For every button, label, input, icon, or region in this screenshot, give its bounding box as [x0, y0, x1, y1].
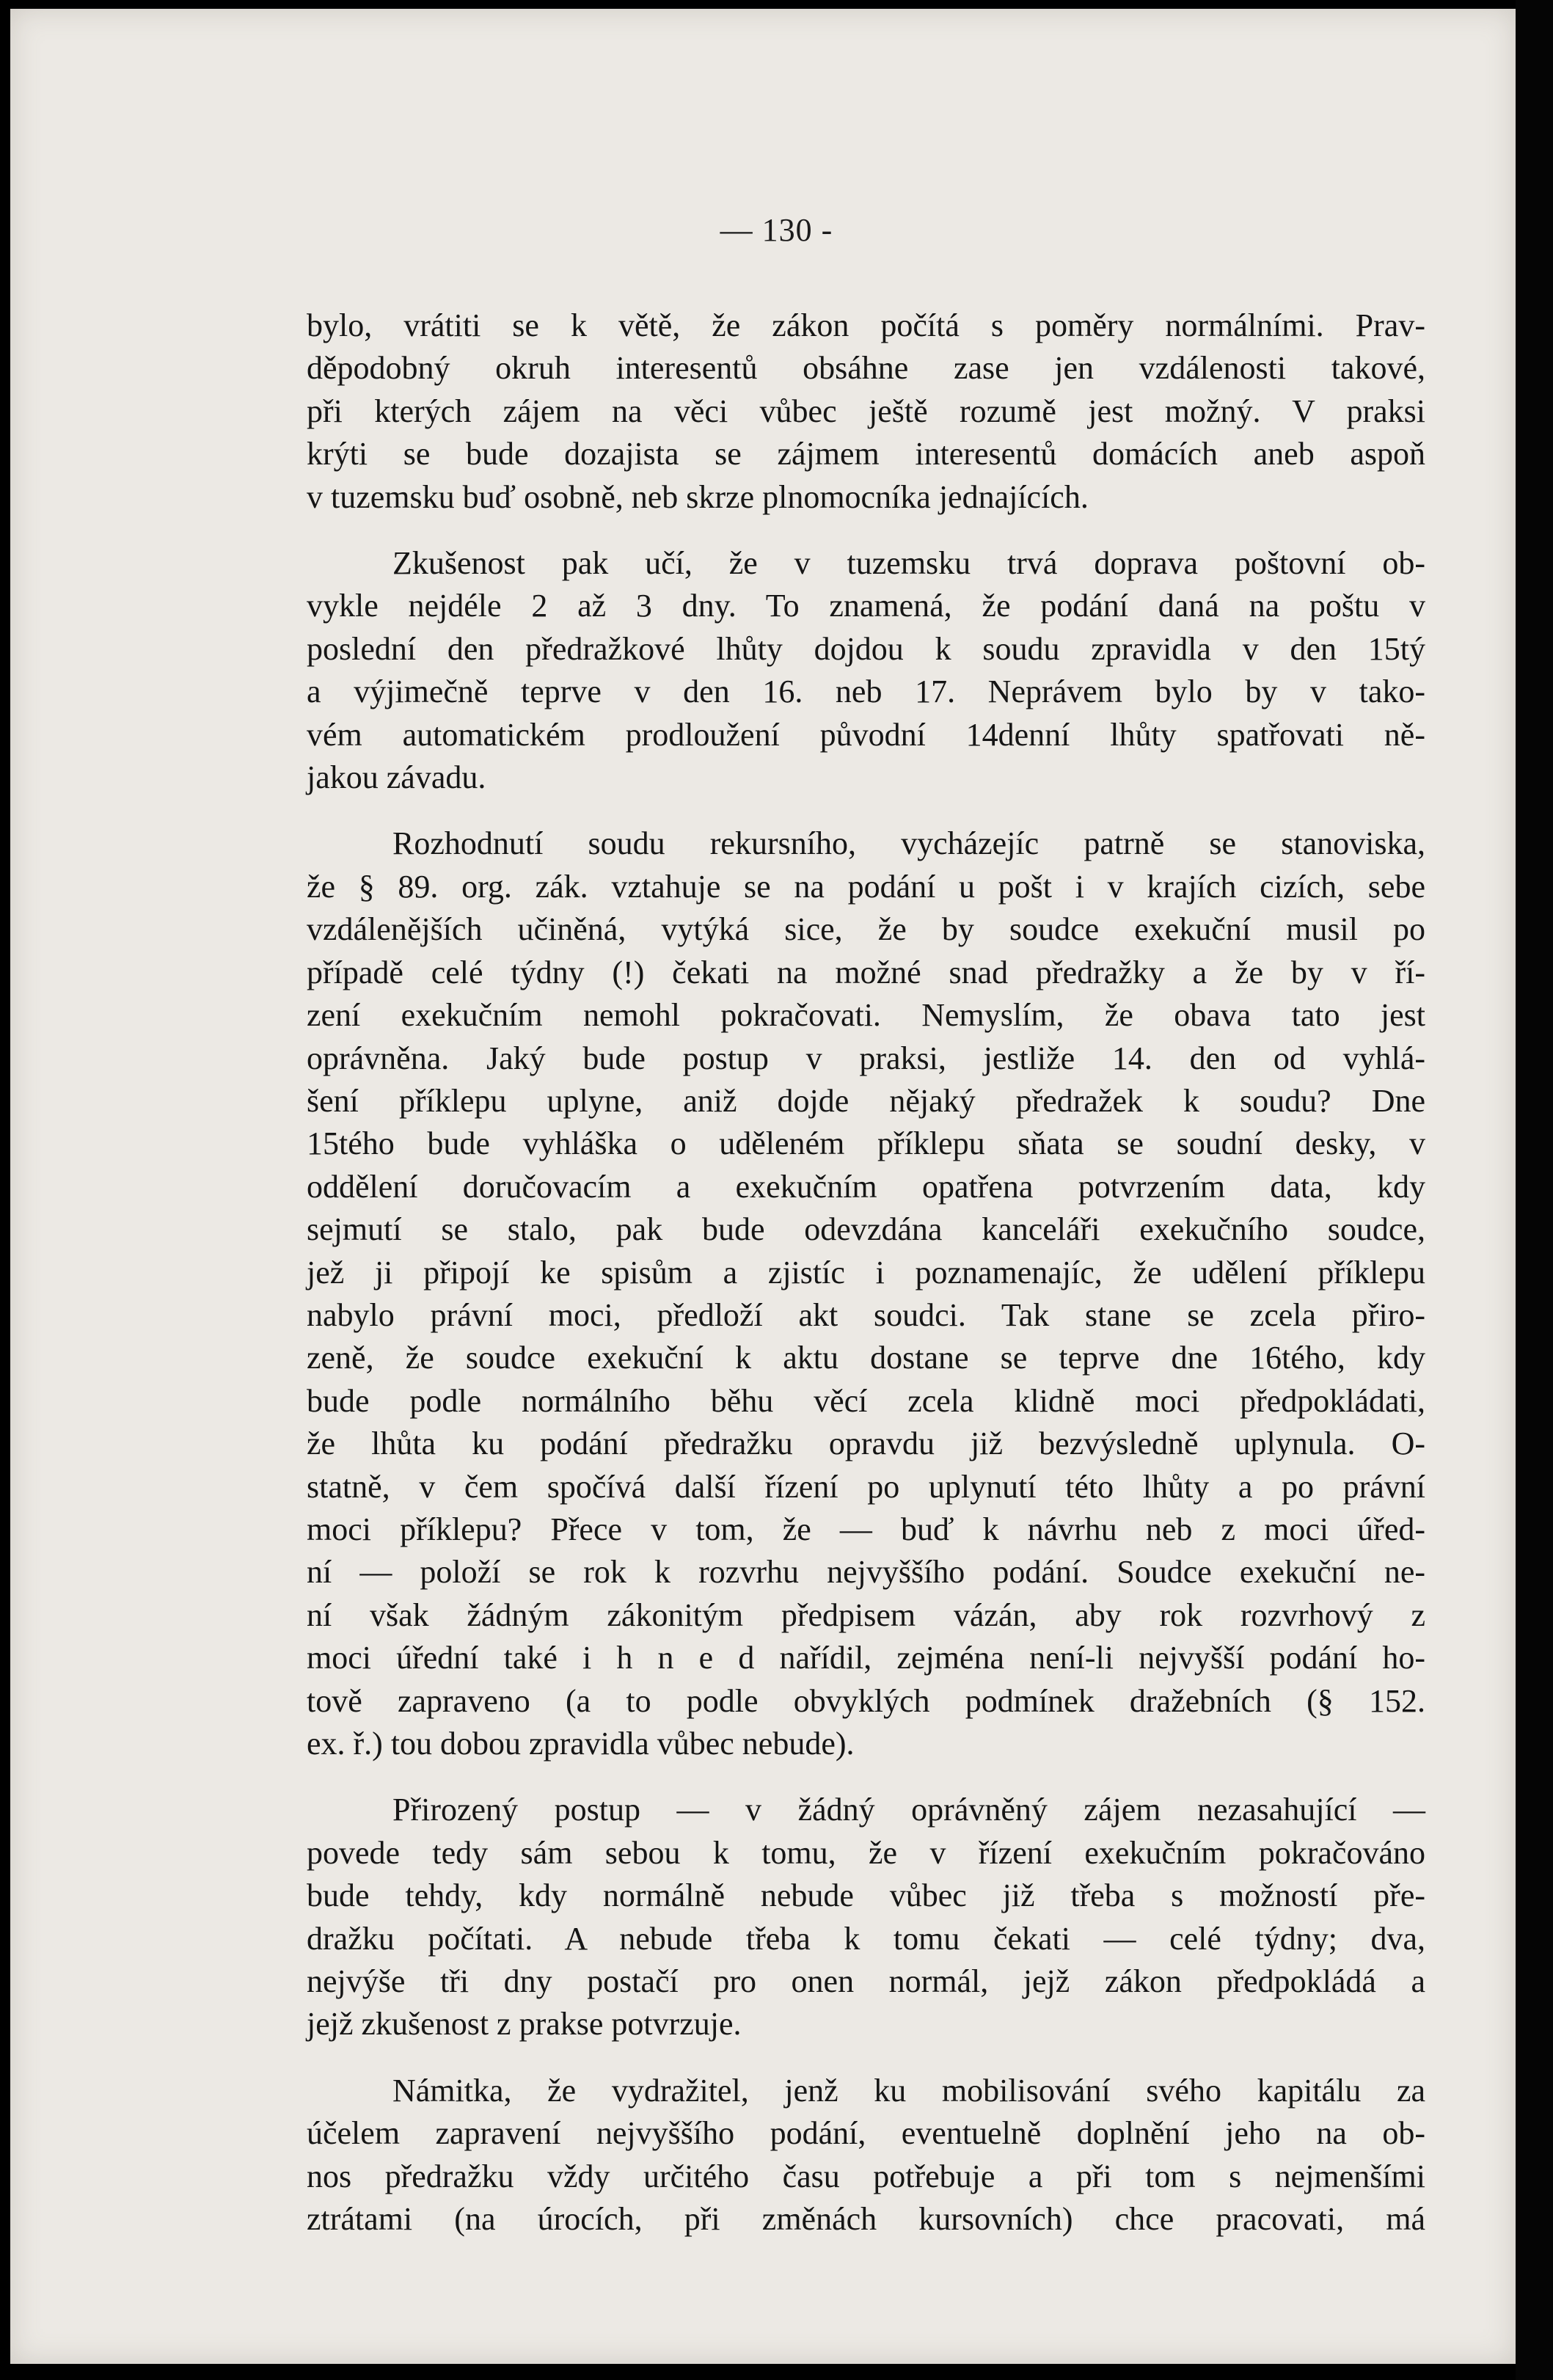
text-line: ní — položí se rok k rozvrhu nejvyššího podání. Soudce exekuční ne-	[307, 1554, 1425, 1591]
text-line: nabylo právní moci, předloží akt soudci. Tak stane se zcela přiro-	[307, 1296, 1425, 1333]
text-line: zení exekučním nemohl pokračovati. Nemyslím, že obava tato jest	[307, 997, 1425, 1034]
text-line: případě celé týdny (!) čekati na možné snad předražky a že by v ří-	[307, 954, 1425, 990]
text-line: poslední den předražkové lhůty dojdou k soudu zpravidla v den 15tý	[307, 630, 1425, 667]
text-line: statně, v čem spočívá další řízení po uplynutí této lhůty a po právní	[307, 1468, 1425, 1505]
text-line: oddělení doručovacím a exekučním opatřena potvrzením data, kdy	[307, 1168, 1425, 1205]
text-line: vém automatickém prodloužení původní 14denní lhůty spatřovati ně-	[307, 716, 1425, 753]
text-line: tově zapraveno (a to podle obvyklých podmínek dražebních (§ 152.	[307, 1682, 1425, 1719]
text-line: že lhůta ku podání předražku opravdu již bezvýsledně uplynula. O-	[307, 1426, 1425, 1462]
text-line: Rozhodnutí soudu rekursního, vycházejíc patrně se stanoviska,	[392, 825, 1425, 862]
paragraph-4	[307, 1789, 1425, 2045]
paragraph-3	[307, 822, 1425, 1765]
text-line: v tuzemsku buď osobně, neb skrze plnomocníka jednajících.	[307, 478, 1089, 515]
page-number: — 130 -	[720, 212, 833, 248]
text-line: moci příklepu? Přece v tom, že — buď k návrhu neb z moci úřed-	[307, 1511, 1425, 1547]
text-line: povede tedy sám sebou k tomu, že v řízení exekučním pokračováno	[307, 1834, 1425, 1871]
text-line: a výjimečně teprve v den 16. neb 17. Neprávem bylo by v tako-	[307, 674, 1425, 710]
text-line: Zkušenost pak učí, že v tuzemsku trvá doprava poštovní ob-	[392, 545, 1425, 582]
scan-edge-shadow	[1516, 0, 1553, 2380]
text-line: jakou závadu.	[307, 759, 486, 796]
text-line: oprávněna. Jaký bude postup v praksi, jestliže 14. den od vyhlá-	[307, 1040, 1425, 1076]
text-line: jež ji připojí ke spisům a zjistíc i poznamenajíc, že udělení příklepu	[307, 1254, 1425, 1291]
text-line: ex. ř.) tou dobou zpravidla vůbec nebude).	[307, 1726, 855, 1762]
text-line: účelem zapravení nejvyššího podání, eventuelně doplnění jeho na ob-	[307, 2115, 1425, 2152]
body-text	[307, 304, 1425, 2241]
paragraph-5	[307, 2070, 1425, 2241]
text-line: že § 89. org. zák. vztahuje se na podání u pošt i v krajích cizích, sebe	[307, 868, 1425, 905]
text-line: zeně, že soudce exekuční k aktu dostane se teprve dne 16tého, kdy	[307, 1340, 1425, 1376]
text-line: sejmutí se stalo, pak bude odevzdána kanceláři exekučního soudce,	[307, 1211, 1425, 1248]
paragraph-1	[307, 304, 1425, 519]
text-line: ní však žádným zákonitým předpisem vázán, aby rok rozvrhový z	[307, 1596, 1425, 1633]
text-line: bude tehdy, kdy normálně nebude vůbec již třeba s možností pře-	[307, 1877, 1425, 1914]
text-line: moci úřední také i h n e d nařídil, zejména není-li nejvyšší podání ho-	[307, 1640, 1425, 1676]
text-line: bude podle normálního běhu věcí zcela klidně moci předpokládati,	[307, 1382, 1425, 1419]
text-line: Přirozený postup — v žádný oprávněný zájem nezasahující —	[392, 1792, 1425, 1828]
text-line: vykle nejdéle 2 až 3 dny. To znamená, že podání daná na poštu v	[307, 588, 1425, 624]
text-line: vzdálenějších učiněná, vytýká sice, že by soudce exekuční musil po	[307, 911, 1425, 948]
text-line: 15tého bude vyhláška o uděleném příklepu sňata se soudní desky, v	[307, 1125, 1425, 1162]
text-line: jejž zkušenost z prakse potvrzuje.	[307, 2006, 742, 2043]
text-line: bylo, vrátiti se k větě, že zákon počítá s poměry normálními. Prav-	[307, 307, 1425, 343]
text-line: při kterých zájem na věci vůbec ještě rozumě jest možný. V praksi	[307, 393, 1425, 429]
text-line: krýti se bude dozajista se zájmem interesentů domácích aneb aspoň	[307, 436, 1425, 472]
text-line: šení příklepu uplyne, aniž dojde nějaký předražek k soudu? Dne	[307, 1082, 1425, 1119]
text-line: dražku počítati. A nebude třeba k tomu čekati — celé týdny; dva,	[307, 1920, 1425, 1957]
text-line: nos předražku vždy určitého času potřebuje a při tom s nejmenšími	[307, 2158, 1425, 2194]
text-line: ztrátami (na úrocích, při změnách kursovních) chce pracovati, má	[307, 2201, 1425, 2238]
text-line: děpodobný okruh interesentů obsáhne zase jen vzdálenosti takové,	[307, 350, 1425, 387]
text-line: Námitka, že vydražitel, jenž ku mobilisování svého kapitálu za	[392, 2072, 1425, 2109]
paragraph-2	[307, 542, 1425, 799]
text-line: nejvýše tři dny postačí pro onen normál, jejž zákon předpokládá a	[307, 1963, 1425, 2000]
